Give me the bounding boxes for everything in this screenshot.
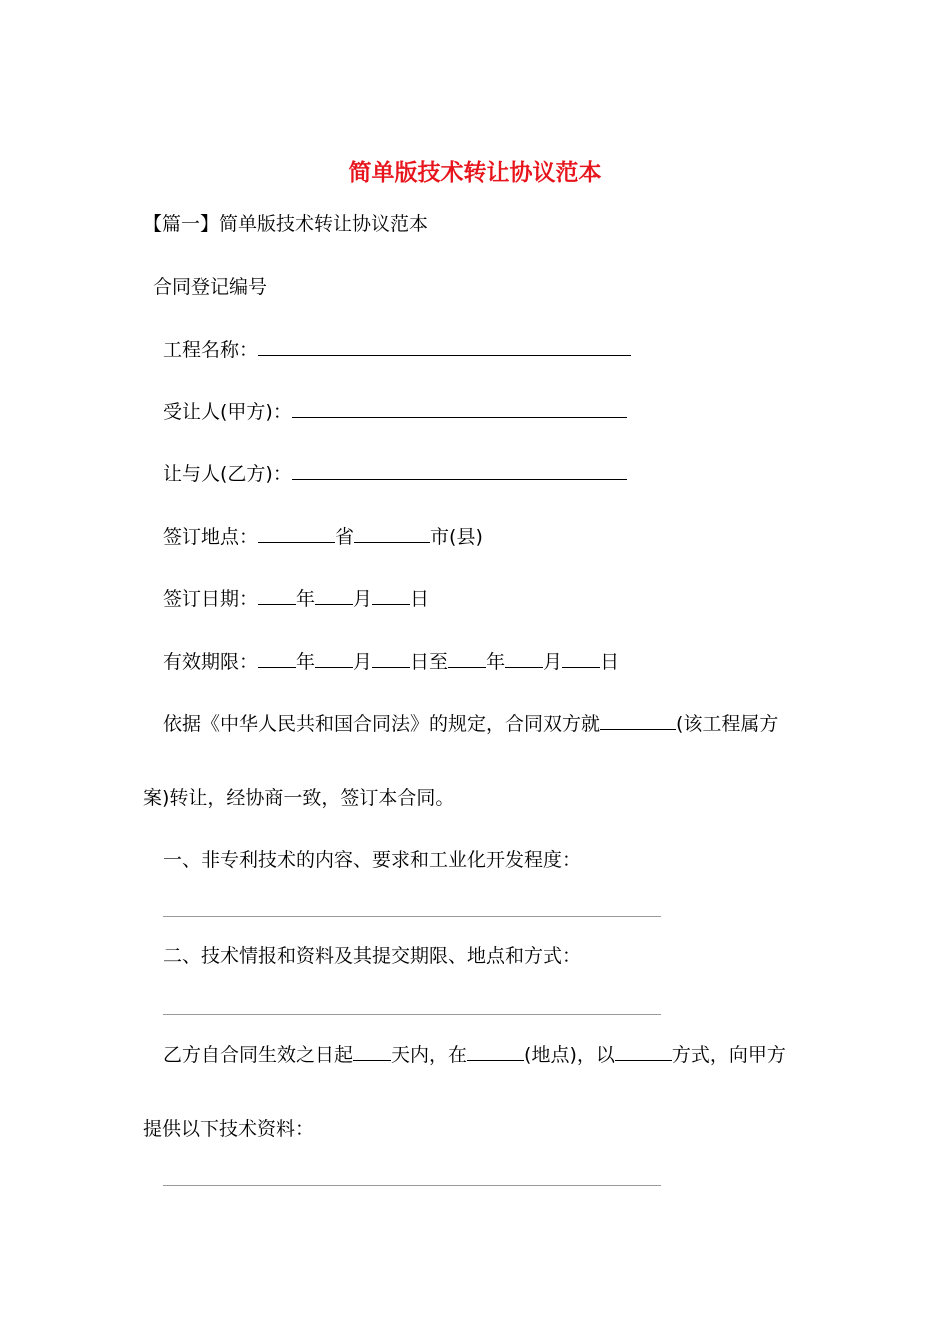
- year-label: 年: [296, 588, 316, 610]
- assignor-row: [163, 461, 627, 486]
- assignee-blank: [292, 399, 627, 418]
- technical-materials-answer-line: [163, 1185, 661, 1186]
- month-label: 月: [353, 651, 373, 673]
- days-blank: [353, 1042, 391, 1061]
- day-blank: [372, 586, 410, 605]
- provide-line-2: 提供以下技术资料：: [143, 1118, 315, 1140]
- year-label: 年: [296, 651, 316, 673]
- assignee-row: [163, 399, 627, 424]
- end-year-blank: [448, 649, 486, 668]
- city-blank: [354, 524, 430, 543]
- basis-line-2: 案)转让，经协商一致，签订本合同。: [143, 787, 455, 809]
- project-name-row: [163, 337, 631, 362]
- provide-text-c: (地点)，以: [524, 1044, 615, 1066]
- year-label: 年: [486, 651, 506, 673]
- section-heading: 【篇一】简单版技术转让协议范本: [143, 213, 429, 235]
- section-two-heading: 二、技术情报和资料及其提交期限、地点和方式：: [163, 945, 582, 967]
- basis-text-continued: (该工程属方: [676, 713, 779, 735]
- basis-text: 依据《中华人民共和国合同法》的规定，合同双方就: [163, 713, 601, 735]
- project-blank: [600, 711, 676, 730]
- section-one-answer-line: [163, 916, 661, 917]
- month-blank: [315, 586, 353, 605]
- section-one-heading: 一、非专利技术的内容、要求和工业化开发程度：: [163, 849, 582, 871]
- sign-date-label: 签订日期：: [163, 588, 259, 610]
- provide-line-1: [163, 1042, 786, 1067]
- assignee-label: 受让人(甲方)：: [163, 401, 292, 423]
- validity-label: 有效期限：: [163, 651, 259, 673]
- sign-date-row: [163, 586, 429, 611]
- assignor-label: 让与人(乙方)：: [163, 463, 292, 485]
- month-label: 月: [353, 588, 373, 610]
- start-month-blank: [315, 649, 353, 668]
- day-label: 日: [600, 651, 620, 673]
- province-blank: [258, 524, 335, 543]
- section-two-answer-line: [163, 1014, 661, 1015]
- start-year-blank: [258, 649, 296, 668]
- province-label: 省: [335, 526, 355, 548]
- provide-text-d: 方式，向甲方: [671, 1044, 786, 1066]
- end-month-blank: [505, 649, 543, 668]
- basis-line-1: [163, 711, 778, 736]
- to-label: 日至: [410, 651, 449, 673]
- sign-place-label: 签订地点：: [163, 526, 259, 548]
- sign-place-row: [163, 524, 483, 549]
- end-day-blank: [562, 649, 600, 668]
- project-name-label: 工程名称：: [163, 339, 259, 361]
- method-blank: [615, 1042, 672, 1061]
- document-title: 简单版技术转让协议范本: [348, 160, 602, 186]
- contract-registration-number-label: 合同登记编号: [153, 276, 268, 298]
- validity-row: [163, 649, 619, 674]
- provide-text-a: 乙方自合同生效之日起: [163, 1044, 354, 1066]
- provide-text-b: 天内，在: [391, 1044, 468, 1066]
- year-blank: [258, 586, 296, 605]
- start-day-blank: [372, 649, 410, 668]
- project-name-blank: [258, 337, 631, 356]
- month-label: 月: [543, 651, 563, 673]
- location-blank: [467, 1042, 524, 1061]
- city-label: 市(县): [430, 526, 483, 548]
- assignor-blank: [292, 461, 627, 480]
- day-label: 日: [410, 588, 430, 610]
